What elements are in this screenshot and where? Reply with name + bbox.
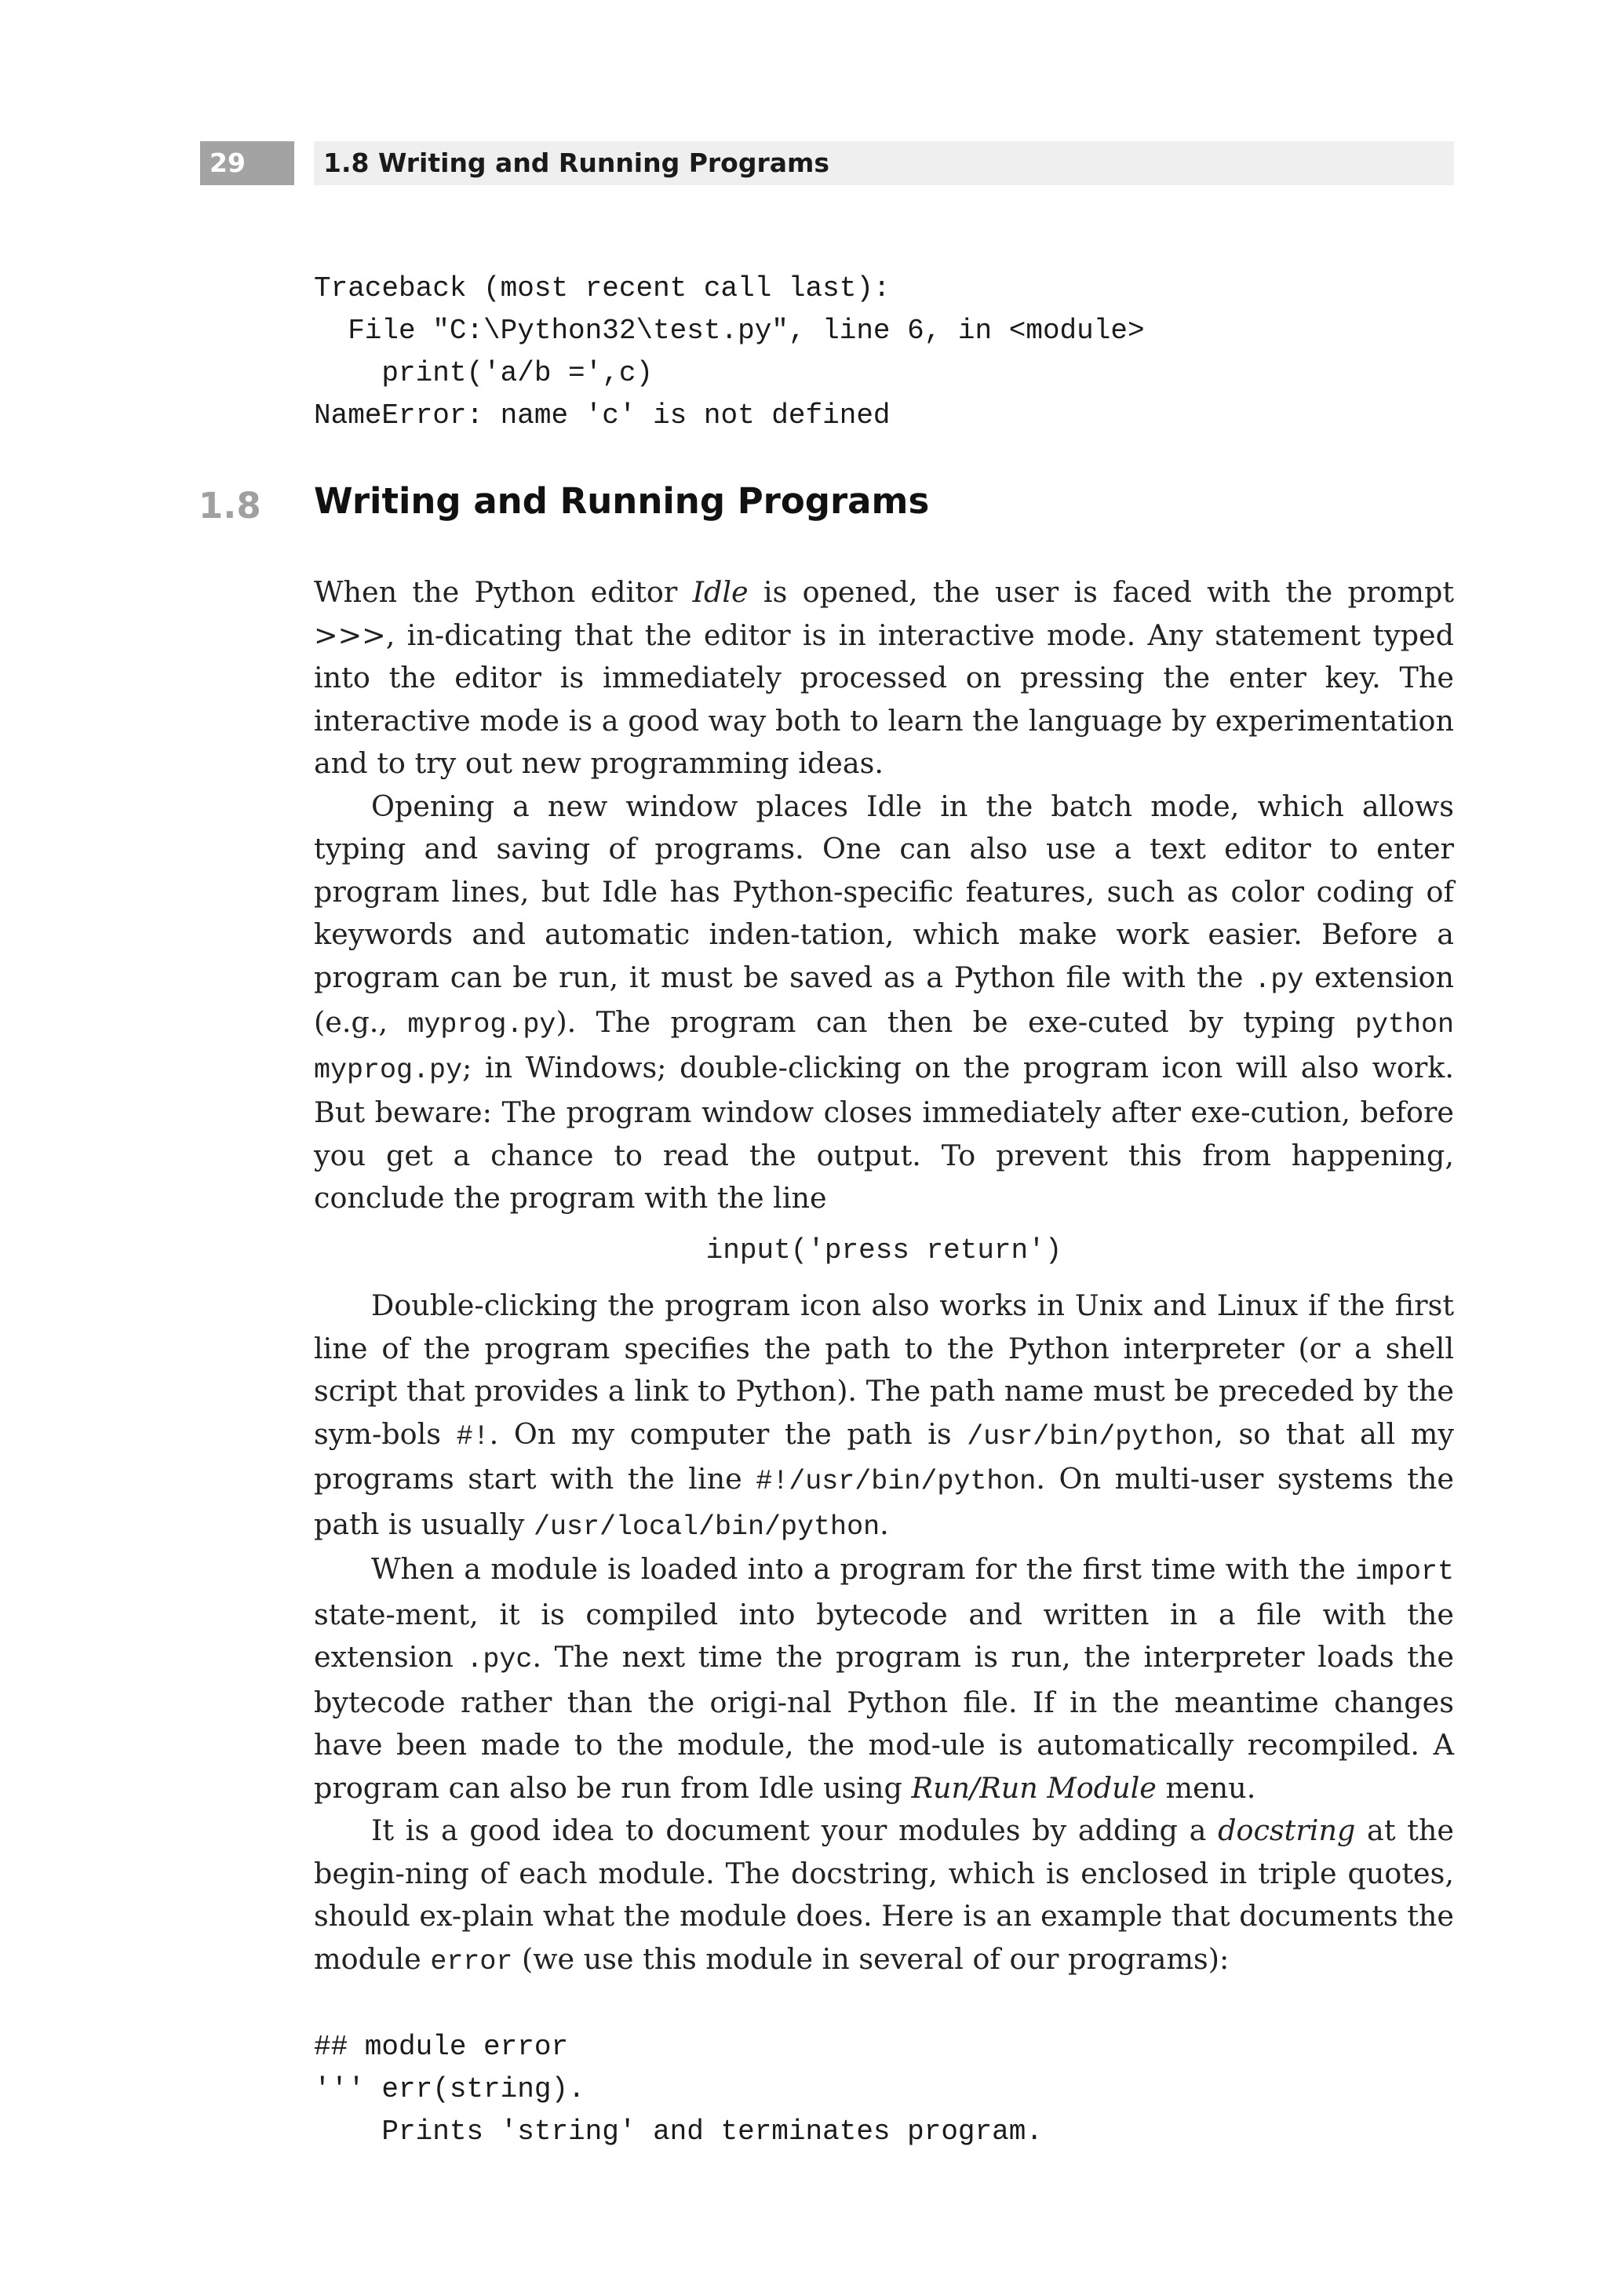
code-line: ''' err(string). — [314, 2073, 585, 2105]
running-header: 1.8 Writing and Running Programs — [314, 141, 1454, 185]
section-title: Writing and Running Programs — [314, 480, 930, 522]
section-number: 1.8 — [199, 485, 261, 527]
code-line: print('a/b =',c) — [314, 357, 654, 389]
code-line: Prints 'string' and terminates program. — [314, 2116, 1043, 2148]
module-code-block — [314, 1984, 1043, 2196]
inline-code: python myprog.py — [314, 1009, 1454, 1086]
inline-code: /usr/bin/python — [967, 1420, 1215, 1452]
code-line: File "C:\Python32\test.py", line 6, in <module> — [314, 315, 1145, 347]
inline-code: .pyc — [466, 1644, 533, 1675]
inline-code: /usr/local/bin/python — [534, 1511, 880, 1543]
code-line: Traceback (most recent call last): — [314, 272, 891, 304]
inline-code: myprog.py — [407, 1009, 556, 1040]
inline-code: error — [430, 1945, 513, 1977]
code-line: NameError: name 'c' is not defined — [314, 399, 891, 432]
inline-code: .py — [1254, 964, 1304, 996]
page-number: 29 — [200, 141, 294, 185]
body-text — [314, 571, 1454, 1983]
inline-code: import — [1354, 1556, 1454, 1587]
inline-code: #!/usr/bin/python — [756, 1466, 1037, 1497]
inline-code: #! — [456, 1420, 490, 1452]
paragraph: Opening a new window places Idle in the batch mode, which allows typing and saving of programs. One can also use a text editor to enter program lines, but Idle has Python-specific features, such as color coding of keywords and automatic inden-tation, which make work easier. Before a program can be run, it must be saved as a Python file with the .py extension (e.g., myprog.py). The program can then be exe-cuted by typing python myprog.py; in Windows; double-clicking on the program icon will also work. But beware: The program window closes immediately after exe-cution, before you get a chance to read the output. To prevent this from happening, conclude the program with the line — [314, 789, 1454, 1215]
paragraph: When a module is loaded into a program for the first time with the import state-ment, it is compiled into bytecode and written in a file with the extension .pyc. The next time the program is run, the interpreter loads the bytecode rather than the origi-nal Python file. If in the meantime changes have been made to the module, the mod-ule is automatically recompiled. A program can also be run from Idle using Run/Run Module menu. — [314, 1552, 1454, 1805]
code-line: ## module error — [314, 2031, 569, 2063]
centered-code-line: input('press return') — [705, 1234, 1062, 1266]
paragraph: When the Python editor Idle is opened, the user is faced with the prompt >>>, in-dicating that the editor is in interactive mode. Any statement typed into the editor is immediately processed on pressing the enter key. The interactive mode is a good way both to learn the language by experimentation and to try out new programming ideas. — [314, 575, 1454, 780]
paragraph: Double-clicking the program icon also works in Unix and Linux if the first line of the program specifies the path to the Python interpreter (or a shell script that provides a link to Python). The path name must be preceded by the sym-bols #!. On my computer the path is /usr/bin/python, so that all my programs start with the line #!/usr/bin/python. On multi-user systems the path is usually /usr/local/bin/python. — [314, 1288, 1454, 1543]
paragraph: It is a good idea to document your modules by adding a docstring at the begin-ning of each module. The docstring, which is enclosed in triple quotes, should ex-plain what the module does. Here is an example that documents the module error (we use this module in several of our programs): — [314, 1813, 1454, 1977]
traceback-code-block — [314, 225, 1145, 479]
